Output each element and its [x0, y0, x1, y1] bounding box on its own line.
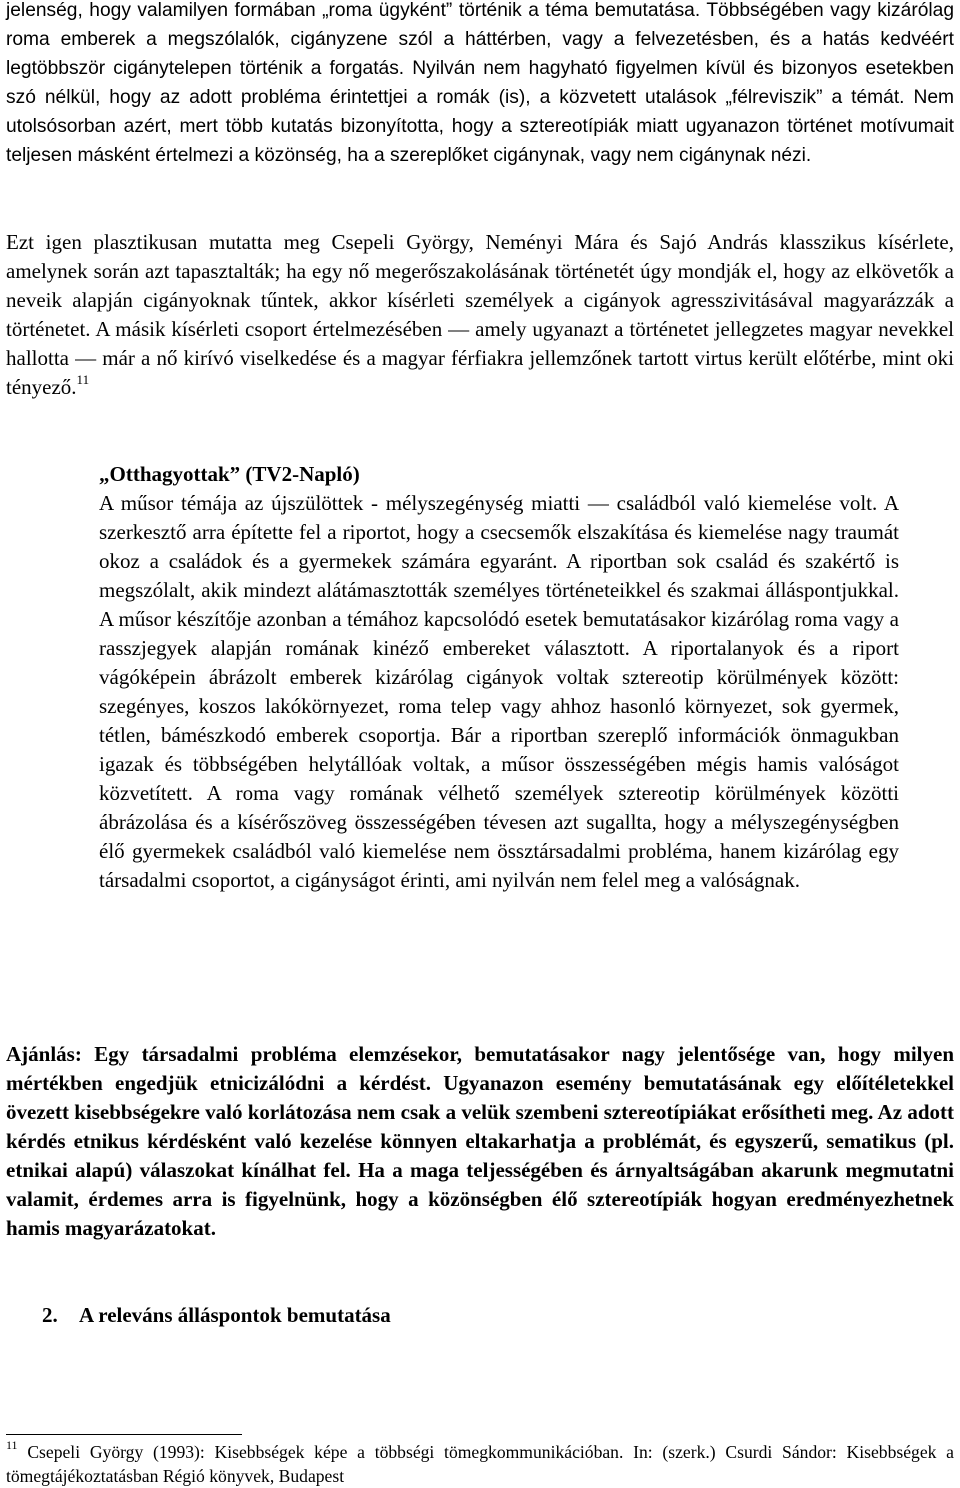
- intro-paragraph: jelenség, hogy valamilyen formában „roma ügyként” történik a téma bemutatása. Többségében vagy kizárólag roma emberek a megszólalók, cigányzene szól a háttérben, vagy a felvezetésben, és a hatás kedvéért legtöbbször cigánytelepen történik a forgatás. Nyilván nem hagyható figyelmen kívül és bizonyos esetekben szó nélkül, hogy az adott probléma érintettjei a romák (is), a közvetett utalások „félreviszik” a témát. Nem utolsósorban azért, mert több kutatás bizonyította, hogy a sztereotípiák miatt ugyanazon történet motívumait teljesen másként értelmezi a közönség, ha a szereplőket cigánynak, vagy nem cigánynak nézi.: [6, 0, 954, 166]
- experiment-paragraph-text: Ezt igen plasztikusan mutatta meg Csepeli György, Neményi Mára és Sajó András klasszikus kísérlete, amelynek során azt tapasztalták; ha egy nő megerőszakolásának történetét úgy mondják el, hogy az elkövetők a neveik alapján cigányoknak tűntek, akkor kísérleti személyek a cigányok agresszivitásával magyarázzák a történetet. A másik kísérleti csoport értelmezésében — amely ugyanazt a történetet jellegzetes magyar nevekkel hallotta — már a nő kirívó viselkedése és a magyar férfiakra jellemzőnek tartott virtus került előtérbe, mint oki tényező.: [6, 230, 954, 399]
- recommendation-paragraph: Ajánlás: Egy társadalmi probléma elemzésekor, bemutatásakor nagy jelentősége van, hogy milyen mértékben engedjük etnicizálódni a kérdést. Ugyanazon esemény bemutatásának egy előítéletekkel övezett kisebbségekre való korlátozása nem csak a velük szembeni sztereotípiákat erősítheti meg. Az adott kérdés etnikus kérdésként való kezelése könnyen eltakarhatja a problémát, és egyszerű, sematikus (pl. etnikai alapú) válaszokat kínálhat fel. Ha a maga teljességében és árnyaltságában akarunk megmutatni valamit, érdemes arra is figyelnünk, hogy a közönségben élő sztereotípiák hogyan eredményezhetnek hamis magyarázatokat.: [6, 1042, 954, 1240]
- footnote-text: Csepeli György (1993): Kisebbségek képe a többségi tömegkommunikációban. In: (szerk.) Csurdi Sándor: Kisebbségek a tömegtájékoztatásban Régió könyvek, Budapest: [6, 1442, 954, 1486]
- experiment-paragraph: [6, 228, 954, 402]
- case-study-text: A műsor témája az újszülöttek - mélyszegénység miatti — családból való kiemelése volt. A szerkesztő arra építette fel a riportot, hogy a csecsemők elszakítása és kiemelése nagy traumát okoz a családok és a gyermekek számára egyaránt. A riportban sok család és szakértő is megszólalt, akik mindezt alátámasztották személyes történeteikkel és szakmai álláspontjukkal. A műsor készítője azonban a témához kapcsolódó esetek bemutatásakor kizárólag roma vagy a rasszjegyek alapján romának kinéző embereket választott. A riportalanyok és a riport vágóképein ábrázolt emberek kizárólag cigányok voltak sztereotip körülmények között: szegényes, koszos lakókörnyezet, roma telep vagy ahhoz hasonló környezet, sok gyermek, tétlen, bámészkodó emberek csoportja. Bár a riportban szereplő információk önmagukban igazak és többségében helytállóak voltak, a műsor összességében mégis hamis valóságot közvetített. A roma vagy romának vélhető személyek sztereotip körülmények közötti ábrázolása és a kísérőszöveg összességében tévesen azt sugallta, hogy a mélyszegénységben élő gyermekek családból való kiemelése nem össztársadalmi probléma, hanem kizárólag egy társadalmi csoportot, a cigányságot érinti, ami nyilván nem felel meg a valóságnak.: [99, 491, 899, 892]
- case-study: [99, 460, 899, 895]
- footnote: [6, 1440, 954, 1488]
- footnote-number: 11: [6, 1438, 18, 1453]
- section-number: 2.: [42, 1303, 58, 1327]
- section-heading: [42, 1301, 391, 1330]
- case-study-title: „Otthagyottak” (TV2-Napló): [99, 462, 360, 486]
- footnote-divider: [6, 1434, 242, 1435]
- footnote-reference[interactable]: 11: [76, 372, 90, 387]
- section-title: A releváns álláspontok bemutatása: [79, 1303, 391, 1327]
